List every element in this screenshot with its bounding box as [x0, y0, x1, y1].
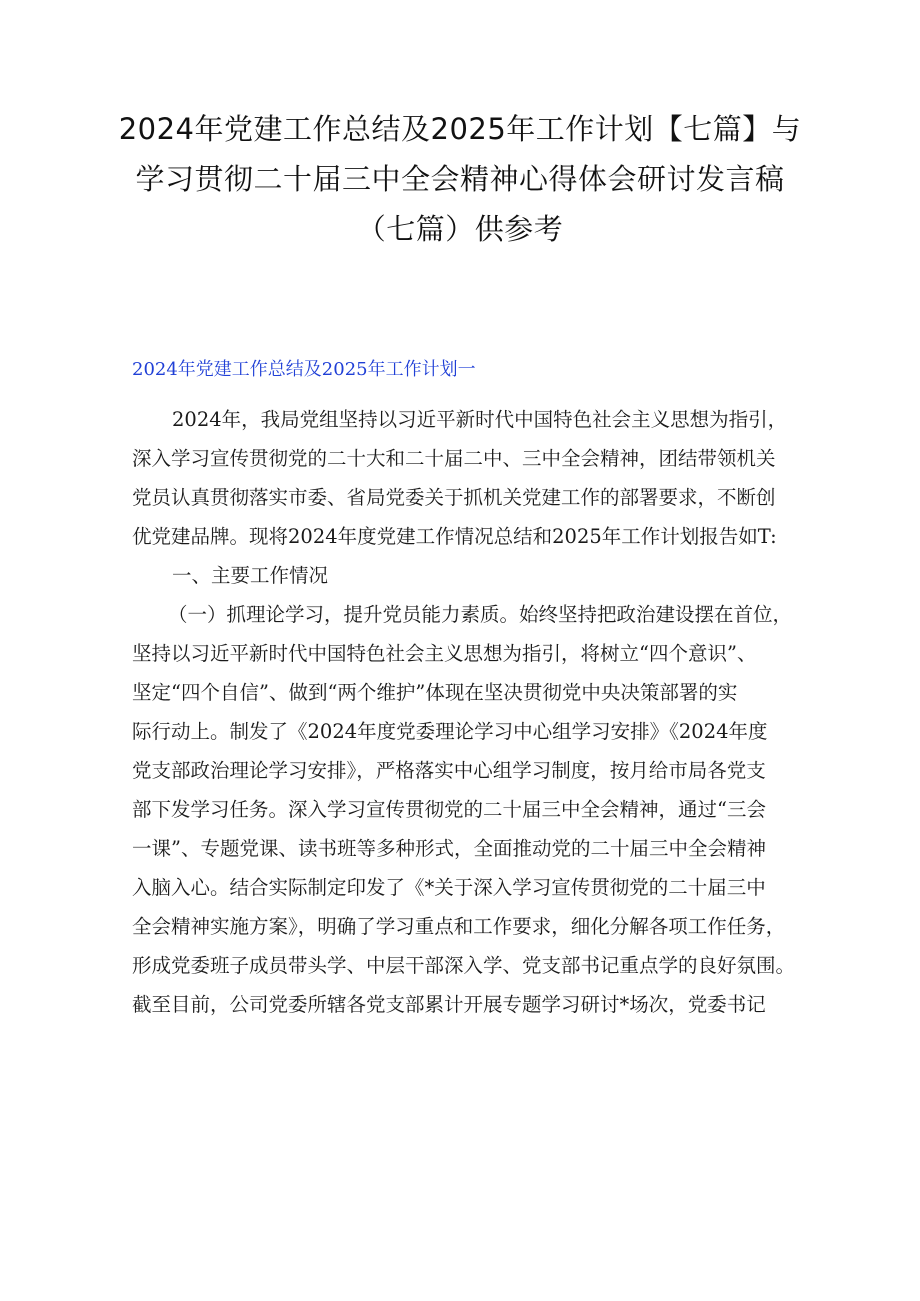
body-text	[132, 400, 802, 1024]
paragraph-line: 一课”、专题党课、读书班等多种形式，全面推动党的二十届三中全会精神	[132, 837, 766, 860]
paragraph-line: （一）抓理论学习，提升党员能力素质。始终坚持把政治建设摆在首位，	[168, 603, 793, 626]
document-title	[100, 104, 820, 254]
paragraph-line: 坚定“四个自信”、做到“两个维护”体现在坚决贯彻党中央决策部署的实	[132, 681, 738, 704]
title-line-2: 学习贯彻二十届三中全会精神心得体会研讨发言稿	[135, 162, 785, 196]
subsection-heading: 一、主要工作情况	[172, 564, 329, 587]
paragraph-line: 形成党委班子成员带头学、中层干部深入学、党支部书记重点学的良好氛围。	[132, 954, 796, 977]
title-line-1: 2024年党建工作总结及2025年工作计划【七篇】与	[118, 112, 802, 146]
paragraph-line: 党支部政治理论学习安排》，严格落实中心组学习制度，按月给市局各党支	[132, 759, 766, 782]
paragraph-line: 际行动上。制发了《2024年度党委理论学习中心组学习安排》《2024年度	[132, 720, 768, 743]
paragraph-line: 全会精神实施方案》，明确了学习重点和工作要求，细化分解各项工作任务，	[132, 915, 786, 938]
paragraph-line: 2024年，我局党组坚持以习近平新时代中国特色社会主义思想为指引，	[172, 408, 788, 431]
section-heading-link[interactable]: 2024年党建工作总结及2025年工作计划一	[132, 359, 476, 380]
paragraph-line: 党员认真贯彻落实市委、省局党委关于抓机关党建工作的部署要求，不断创	[132, 486, 776, 509]
paragraph-line: 优党建品牌。现将2024年度党建工作情况总结和2025年工作计划报告如T:	[132, 525, 777, 548]
title-line-3: （七篇）供参考	[356, 212, 564, 246]
paragraph-line: 深入学习宣传贯彻党的二十大和二十届二中、三中全会精神，团结带领机关	[132, 447, 776, 470]
paragraph-line: 坚持以习近平新时代中国特色社会主义思想为指引，将树立“四个意识”、	[132, 642, 757, 665]
paragraph-line: 入脑入心。结合实际制定印发了《*关于深入学习宣传贯彻党的二十届三中	[132, 876, 766, 899]
paragraph-line: 截至目前，公司党委所辖各党支部累计开展专题学习研讨*场次，党委书记	[132, 993, 766, 1016]
paragraph-line: 部下发学习任务。深入学习宣传贯彻党的二十届三中全会精神，通过“三会	[132, 798, 766, 821]
